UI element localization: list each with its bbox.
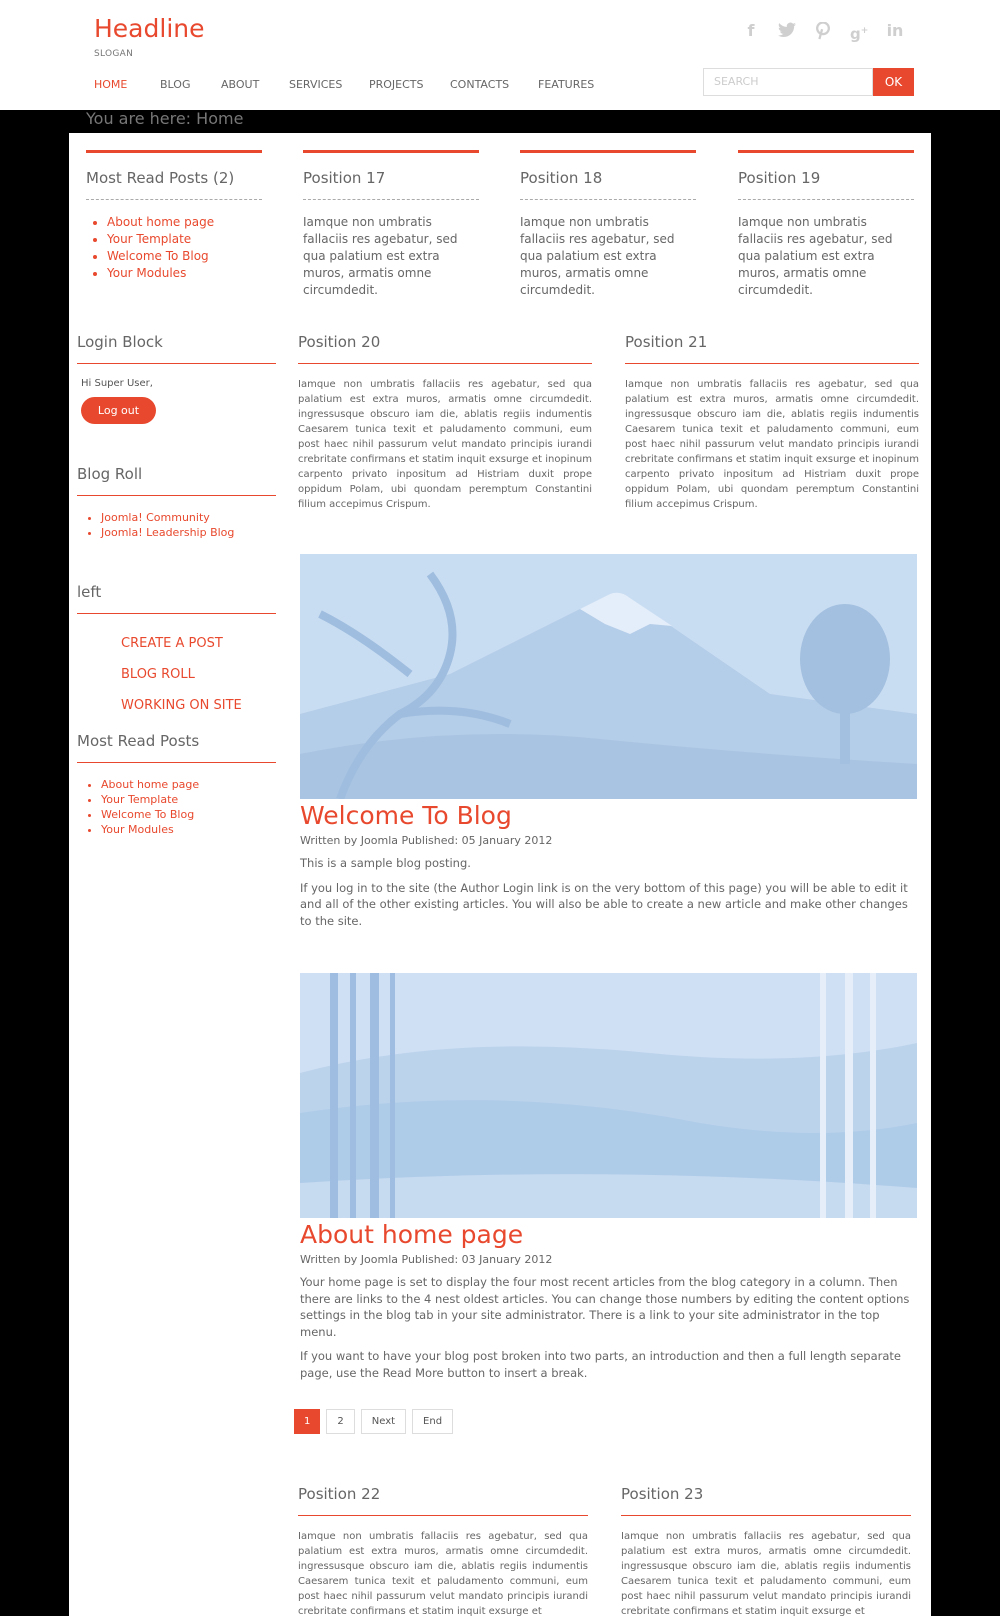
pinterest-icon[interactable] <box>814 22 832 40</box>
module-text: Iamque non umbratis fallaciis res agebatur, sed qua palatium est extra muros, armatis omne circumdedit. ingressusque obscuro iam die, ablatis regiis indumentis Caesarem tunica texit et paludamento communi, eum post haec nihil passurum velut mandato principis iurandi crebritate confirmans et statim inquit exsurge et inopinum carpento privato inpositum ad Histriam duxit prope oppidum Polam, ubi quondam peremptum Constantini filium accepimus Crispum. <box>298 379 592 510</box>
sidebar-most-read <box>77 732 276 837</box>
accent-bar <box>303 150 479 153</box>
left-menu-list <box>77 628 276 721</box>
article-paragraph: If you want to have your blog post broken into two parts, an introduction and then a full length separate page, use the Read More button to insert a break. <box>300 1349 901 1380</box>
logout-button[interactable]: Log out <box>81 397 156 424</box>
article-paragraph: This is a sample blog posting. <box>300 856 471 870</box>
module-text: Iamque non umbratis fallaciis res agebatur, sed qua palatium est extra muros, armatis omne circumdedit. ingressusque obscuro iam die, ablatis regiis indumentis Caesarem tunica texit et paludamento communi, eum post haec nihil passurum velut mandato principis iurandi crebritate confirmans et statim inquit exsurge et inopinum carpento privato inpositum ad Histriam duxit prope oppidum Polam, ubi quondam peremptum Constantini filium accepimus Crispum. <box>625 379 919 510</box>
module-title: Most Read Posts <box>77 732 276 763</box>
position-17 <box>303 150 479 299</box>
position-21 <box>625 333 919 512</box>
list-item[interactable] <box>101 807 276 822</box>
link[interactable]: Joomla! Leadership Blog <box>101 526 235 539</box>
article-image <box>300 554 917 799</box>
list-item[interactable] <box>101 822 276 837</box>
list-item[interactable] <box>101 510 276 525</box>
list-item[interactable] <box>107 231 262 248</box>
page-1-button[interactable]: 1 <box>294 1409 320 1434</box>
article-image <box>300 973 917 1218</box>
facebook-icon[interactable]: f <box>747 21 755 40</box>
link[interactable]: About home page <box>101 778 200 791</box>
next-page-button[interactable]: Next <box>361 1409 406 1434</box>
social-icons <box>742 21 904 43</box>
module-title: Position 20 <box>298 333 592 364</box>
link[interactable]: Your Template <box>101 793 179 806</box>
list-item[interactable] <box>107 265 262 282</box>
link[interactable]: Joomla! Community <box>101 511 210 524</box>
top-most-read <box>86 150 262 282</box>
article-meta: Written by Joomla Published: 05 January 2012 <box>300 834 553 847</box>
position-18 <box>520 150 696 299</box>
module-text: Iamque non umbratis fallaciis res agebatur, sed qua palatium est extra muros, armatis omne circumdedit. <box>738 215 893 297</box>
module-title: Blog Roll <box>77 465 276 496</box>
article-welcome <box>300 554 917 929</box>
link[interactable]: Welcome To Blog <box>107 249 209 263</box>
link[interactable]: Your Modules <box>101 823 174 836</box>
accent-bar <box>86 150 262 153</box>
blog-roll <box>77 465 276 540</box>
module-text: Iamque non umbratis fallaciis res agebatur, sed qua palatium est extra muros, armatis omne circumdedit. ingressusque obscuro iam die, ablatis regiis indumentis Caesarem tunica texit et paludamento communi, eum post haec nihil passurum velut mandato principis iurandi crebritate confirmans et statim inquit exsurge et <box>298 1531 588 1616</box>
position-19 <box>738 150 914 299</box>
linkedin-icon[interactable]: in <box>886 21 904 40</box>
module-title: Position 19 <box>738 169 914 200</box>
menu-item-blog-roll[interactable]: BLOG ROLL <box>121 667 195 682</box>
module-text: Iamque non umbratis fallaciis res agebatur, sed qua palatium est extra muros, armatis omne circumdedit. ingressusque obscuro iam die, ablatis regiis indumentis Caesarem tunica texit et paludamento communi, eum post haec nihil passurum velut mandato principis iurandi crebritate confirmans et statim inquit exsurge et <box>621 1531 911 1616</box>
left-menu <box>77 583 276 721</box>
twitter-icon[interactable] <box>778 22 796 40</box>
module-title: Position 22 <box>298 1485 588 1516</box>
nav-services[interactable]: SERVICES <box>289 78 343 91</box>
article-meta: Written by Joomla Published: 03 January 2012 <box>300 1253 553 1266</box>
nav-contacts[interactable]: CONTACTS <box>450 78 510 91</box>
menu-item-create-post[interactable]: CREATE A POST <box>121 636 223 651</box>
list-item[interactable] <box>107 214 262 231</box>
link[interactable]: Welcome To Blog <box>101 808 195 821</box>
breadcrumb: You are here: Home <box>86 109 244 128</box>
most-read-list <box>77 777 276 837</box>
module-title: Most Read Posts (2) <box>86 169 262 200</box>
module-title: Position 23 <box>621 1485 911 1516</box>
most-read-list <box>86 214 262 282</box>
search-input[interactable]: SEARCH <box>703 68 873 96</box>
module-title: Position 21 <box>625 333 919 364</box>
menu-item-working-on-site[interactable]: WORKING ON SITE <box>121 698 242 713</box>
module-title: left <box>77 583 276 614</box>
module-title: Position 18 <box>520 169 696 200</box>
accent-bar <box>520 150 696 153</box>
position-23 <box>621 1485 911 1616</box>
blog-roll-list <box>77 510 276 540</box>
nav-blog[interactable]: BLOG <box>160 78 191 91</box>
site-slogan: SLOGAN <box>94 49 134 59</box>
nav-features[interactable]: FEATURES <box>538 78 595 91</box>
main-nav <box>94 78 594 91</box>
nav-home[interactable]: HOME <box>94 78 128 91</box>
nav-about[interactable]: ABOUT <box>221 78 260 91</box>
link[interactable]: About home page <box>107 215 215 229</box>
page-2-button[interactable]: 2 <box>326 1409 354 1434</box>
list-item[interactable] <box>101 525 276 540</box>
module-text: Iamque non umbratis fallaciis res agebatur, sed qua palatium est extra muros, armatis omne circumdedit. <box>303 215 458 297</box>
site-header <box>0 0 1000 110</box>
article-title[interactable]: Welcome To Blog <box>300 801 512 830</box>
article-title[interactable]: About home page <box>300 1220 524 1249</box>
module-text: Iamque non umbratis fallaciis res agebatur, sed qua palatium est extra muros, armatis omne circumdedit. <box>520 215 675 297</box>
nav-projects[interactable]: PROJECTS <box>369 78 424 91</box>
article-about-home <box>300 973 917 1381</box>
search-ok-button[interactable]: OK <box>873 68 914 96</box>
site-logo[interactable]: Headline <box>94 14 205 43</box>
position-20 <box>298 333 592 512</box>
google-plus-icon[interactable]: g+ <box>850 25 869 43</box>
position-22 <box>298 1485 588 1616</box>
link[interactable]: Your Modules <box>107 266 187 280</box>
link[interactable]: Your Template <box>107 232 192 246</box>
article-paragraph: Your home page is set to display the four most recent articles from the blog category in a column. Then there are links to the 4 nest oldest articles. You can change those numbers by editing the content options settings in the blog tab in your site administrator. There is a link to your site administrator in the top menu. <box>300 1275 910 1339</box>
module-title: Login Block <box>77 333 276 364</box>
list-item[interactable] <box>101 792 276 807</box>
pagination <box>294 1409 453 1434</box>
greeting: Hi Super User, <box>81 378 153 389</box>
accent-bar <box>738 150 914 153</box>
list-item[interactable] <box>107 248 262 265</box>
module-title: Position 17 <box>303 169 479 200</box>
main-content <box>69 133 931 1616</box>
login-block <box>77 333 276 424</box>
end-page-button[interactable]: End <box>412 1409 453 1434</box>
article-paragraph: If you log in to the site (the Author Login link is on the very bottom of this page) you will be able to edit it and all of the other existing articles. You will also be able to create a new article and make other changes to the site. <box>300 880 908 928</box>
list-item[interactable] <box>101 777 276 792</box>
